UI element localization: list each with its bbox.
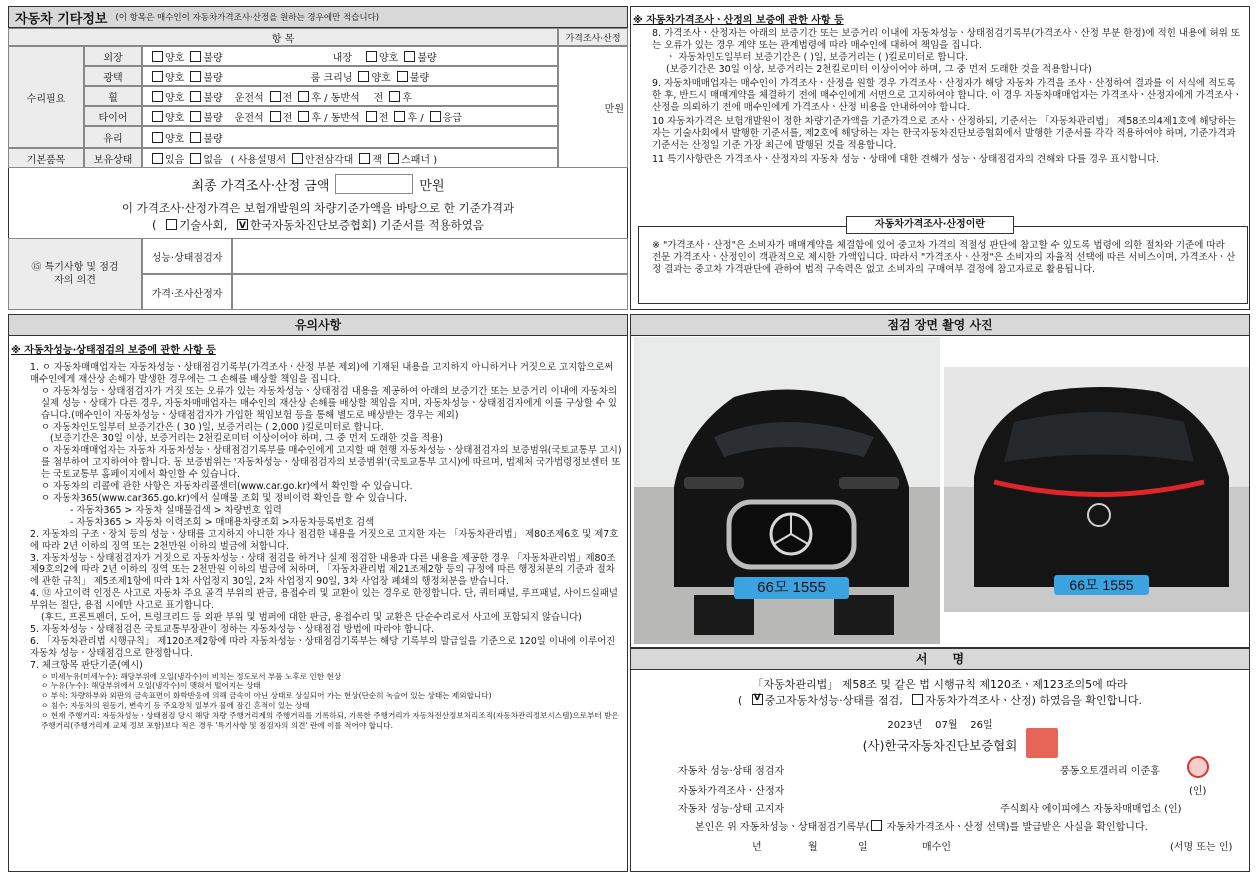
checkbox[interactable]: [190, 132, 201, 143]
org-seal: [1026, 728, 1058, 758]
col-item-header: 항 목: [8, 28, 558, 46]
caution-4: 4. ⑫ 사고이력 인정은 사고로 자동차 주요 골격 부위의 판금, 용접수리 및 교환이 있는 경우로 한정합니다. 단, 쿼터패널, 루프패널, 사이드실패널 부위는 절단, 용접 시에만 사고로 표기합니다.: [30, 588, 618, 612]
caution-1e: ㅇ 자동차매매업자는 자동차 자동차성능ㆍ상태점검기록부를 매수인에게 고지할 때 현행 자동차성능ㆍ상태점검자의 보증범위(국토교통부 고시)를 첨부하여 고지하여야 합니다. 동 보증범위는 '자동차성능ㆍ상태점검자의 보증범위'(국토교통부 고시)에 따르며, 법제처 국가법령정보센터 또는 국토교통부 홈페이지에서 확인할 수 있습니다.: [41, 445, 622, 481]
row-tire-label: 타이어: [84, 106, 142, 126]
price-notice-box-text: ※ "가격조사ㆍ산정"은 소비자가 매매계약을 체결함에 있어 중고차 가격의 적절성 판단에 참고할 수 있도록 법령에 의한 절차와 기준에 따라 전문 가격조사ㆍ산정인이 객관적으로 제시한 가액입니다. 따라서 "가격조사ㆍ산정"은 소비자의 자율적 선택에 따른 서비스이며, 가격조사ㆍ산정 결과는 중고차 가격판단에 관하여 법적 구속력은 없고 소비자의 구매여부 결정에 참고자료로 활용됩니다.: [652, 240, 1236, 275]
col-price-header: 가격조사·산정: [558, 28, 628, 46]
checkbox[interactable]: [397, 71, 408, 82]
cautions-heading: ※ 자동차성능·상태점검의 보증에 관한 사항 등: [11, 345, 216, 356]
special-inspector-label: 성능·상태점검자: [142, 238, 232, 274]
signature-title: 서 명: [630, 648, 1250, 670]
sig-appraiser-seal: (인): [1189, 786, 1207, 797]
caution-1h: - 자동차365 > 자동차 실매물검색 > 차량번호 입력: [70, 504, 282, 516]
caution-6: 6. 「자동차관리법 시행규칙」 제120조제2항에 따라 자동차성능ㆍ상태점검기록부는 해당 기록부의 발급일을 기준으로 120일 이내에 이루어진 자동차 성능ㆍ상태점검으로 한정합니다.: [30, 635, 616, 659]
checkbox[interactable]: [298, 91, 309, 102]
notice-item-8a: ㆍ 자동차인도일부터 보증기간은 ( )일, 보증거리는 ( )킬로미터로 합니다.: [666, 52, 968, 63]
row-tire: 양호 불량 운전석 전 후 / 동반석 전 후 / 응급: [142, 106, 558, 126]
checkbox[interactable]: [871, 820, 882, 831]
caution-1a: 1. ㅇ 자동차매매업자는 자동차성능ㆍ상태점검기록부(가격조사ㆍ산정 부분 제외)에 기재된 내용을 고지하지 아니하거나 거짓으로 고지함으로써 매수인에게 재산상 손해가 발생한 경우에는 그 손해를 배상할 책임을 집니다.: [30, 362, 614, 385]
basis-line1: 이 가격조사·산정가격은 보험개발원의 차량기준가액을 바탕으로 한 기준가격과: [121, 201, 515, 215]
checkbox[interactable]: [292, 153, 303, 164]
caution-1g: ㅇ 자동차365(www.car365.go.kr)에서 실매물 조회 및 정비이력 확인을 할 수 있습니다.: [41, 492, 407, 504]
checkbox[interactable]: [152, 153, 163, 164]
checkbox[interactable]: [152, 71, 163, 82]
checkbox[interactable]: [152, 111, 163, 122]
row-exterior: 양호 불량 내장 양호 불량: [142, 46, 558, 66]
sig-buyer: 매수인: [922, 842, 951, 853]
checkbox[interactable]: [394, 111, 405, 122]
notice-item-10: 10 자동차가격은 보험개발원이 정한 차량기준가액을 기준가격으로 조사ㆍ산정하되, 기준서는 「자동차관리법」 제58조의4제1호에 해당하는 자는 기술사회에서 발행한 기준서를, 제2호에 해당하는 자는 한국자동차진단보증협회에서 발행한 기준서를 각각 적용하여야 하며, 기준가격과 기준서는 산정일 기준 가장 최근에 발행된 것을 적용합니다.: [652, 116, 1237, 151]
final-price-row: [8, 172, 628, 196]
sig-sign-or-seal: (서명 또는 인): [1170, 842, 1233, 853]
checkbox[interactable]: [270, 91, 281, 102]
sig-notifier-name: 주식회사 에이피에스 자동차매매업소 (인): [1000, 804, 1182, 815]
repair-label: 수리필요: [8, 46, 84, 148]
price-notice-heading: ※ 자동차가격조사ㆍ산정의 보증에 관한 사항 등: [633, 15, 844, 26]
final-price-input[interactable]: [335, 174, 413, 194]
caution-3: 3. 자동차성능ㆍ상태점검자가 거짓으로 자동차성능ㆍ상태 점검을 하거나 실제 점검한 내용과 다른 내용을 제공한 경우 「자동차관리법」제80조제9호의2에 따라 2년 이하의 징역 또는 2천만원 이하의 벌금에 처하며, 「자동차관리법 제21조제2항 등의 규정에 따른 행정처분의 기준과 절차에 관한 규칙」 제5조제1항에 따라 1차 사업정지 30일, 2차 사업정지 90일, 3차 사업장 폐쇄의 행정처분을 받습니다.: [30, 552, 616, 588]
row-gloss-label: 광택: [84, 66, 142, 86]
row-possession-label: 보유상태: [84, 148, 142, 168]
checkbox-checked[interactable]: [237, 219, 248, 230]
checkbox[interactable]: [388, 153, 399, 164]
checkbox[interactable]: [190, 91, 201, 102]
cautions-body: [30, 362, 622, 730]
basis-line2: ( 기술사회, V 한국자동차진단보증협회) 기준서를 적용하였음: [8, 217, 628, 234]
checkbox[interactable]: [190, 111, 201, 122]
caution-1c: ㅇ 자동차인도일부터 보증기간은 ( 30 )일, 보증거리는 ( 2,000 )킬로미터로 합니다.: [41, 421, 384, 433]
caution-2: 2. 자동차의 구조ㆍ장치 등의 성능ㆍ상태를 고지하지 아니한 자나 점검한 내용을 거짓으로 고지한 자는 「자동차관리법」 제80조제6호 및 제7호에 따라 2년 이하의 징역 또는 2천만원 이하의 벌금에 처합니다.: [30, 528, 619, 552]
final-price-label: 최종 가격조사·산정 금액: [191, 178, 330, 194]
price-notice-box-title: 자동차가격조사·산정이란: [846, 216, 1014, 234]
checkbox[interactable]: [366, 51, 377, 62]
special-appraiser-label: 가격·조사산정자: [142, 274, 232, 310]
sig-notifier-label: 자동차 성능·상태 고지자: [678, 804, 785, 815]
checkbox-checked[interactable]: [752, 694, 763, 705]
checkbox[interactable]: [190, 71, 201, 82]
other-info-title: 자동차 기타정보: [15, 11, 108, 27]
row-wheel: 양호 불량 운전석 전 후 / 동반석 전 후: [142, 86, 558, 106]
checkbox[interactable]: [152, 132, 163, 143]
caution-4b: (후드, 프론트펜더, 도어, 트렁크리드 등 외판 부위 및 범퍼에 대한 판금, 용접수리 및 교환은 단순수리로서 사고에 포함되지 않습니다): [41, 612, 582, 624]
rear-car-photo: [944, 367, 1249, 612]
checkbox[interactable]: [190, 51, 201, 62]
other-info-note: (이 항목은 매수인이 자동차가격조사·산정을 원하는 경우에만 적습니다): [115, 13, 380, 23]
row-wheel-label: 휠: [84, 86, 142, 106]
sig-day: 일: [858, 842, 868, 853]
checkbox[interactable]: [389, 91, 400, 102]
inspector-seal: [1187, 756, 1209, 778]
checkbox[interactable]: [359, 153, 370, 164]
caution-7b: ㅇ 누유(누수): 해당부위에서 오일(냉각수)이 맺혀서 떨어지는 상태: [41, 681, 261, 691]
caution-1i: - 자동차365 > 자동차 이력조회 > 매매용차량조회 >자동차등록번호 검색: [70, 516, 375, 528]
caution-7c: ㅇ 부식: 차량하부와 외판의 금속표면이 화학반응에 의해 금속이 아닌 상태로 상실되어 가는 현상(단순히 녹슬어 있는 상태는 제외합니다): [41, 691, 492, 701]
price-cell: 만원: [558, 46, 628, 168]
basis-text: [8, 200, 628, 234]
checkbox[interactable]: [430, 111, 441, 122]
checkbox[interactable]: [366, 111, 377, 122]
signature-date: 2023년 07월 26일: [887, 720, 993, 731]
sig-inspector-label: 자동차 성능·상태 점검자: [678, 766, 785, 777]
notice-item-9: 9. 자동차매매업자는 매수인이 가격조사ㆍ산정을 원할 경우 가격조사ㆍ산정자가 해당 자동차 가격을 조사ㆍ산정하여 결과를 이 서식에 적도록 한 후, 반드시 매매계약을 체결하기 전에 매수인에게 서면으로 고지하여야 합니다. 이 경우 자동차매매업자는 가격조사ㆍ산정자에게 가격조사ㆍ산정을 의뢰하기 전에 매수인에게 가격조사ㆍ산정 비용을 안내하여야 합니다.: [652, 78, 1242, 113]
checkbox[interactable]: [166, 219, 177, 230]
front-car-photo: [634, 337, 940, 644]
special-appraiser-value[interactable]: [232, 274, 628, 310]
checkbox[interactable]: [358, 71, 369, 82]
caution-1f: ㅇ 자동차의 리콜에 관한 사항은 자동차리콜센터(www.car.go.kr)에서 확인할 수 있습니다.: [41, 481, 413, 493]
notice-item-8: 8. 가격조사ㆍ산정자는 아래의 보증기간 또는 보증거리 이내에 자동차성능ㆍ상태점검기록부(가격조사ㆍ산정 부분 한정)에 적힌 내용에 허위 또는 오류가 있는 경우 계약 또는 관계법령에 따라 매수인에 대하여 책임을 집니다.: [652, 28, 1241, 51]
front-plate-text: 66모 1555: [757, 579, 826, 596]
rear-plate-text: 66모 1555: [1069, 577, 1134, 593]
caution-1d: (보증기간은 30일 이상, 보증거리는 2천킬로미터 이상이어야 하며, 그 중 먼저 도래한 것을 적용): [50, 433, 443, 445]
checkbox[interactable]: [912, 694, 923, 705]
caution-7a: ㅇ 미세누유(미세누수): 해당부위에 오일(냉각수)이 비치는 정도로서 부품 노후로 인한 현상: [41, 671, 342, 681]
notice-item-11: 11 특기사항란은 가격조사ㆍ산정자의 자동차 성능ㆍ상태에 대한 견해가 성능ㆍ상태점검자의 견해와 다를 경우 표시합니다.: [652, 154, 1160, 165]
row-possession: 있음 없음 ( 사용설명서 안전삼각대 잭 스패너 ): [142, 148, 558, 168]
caution-5: 5. 자동차성능ㆍ상태점검은 국토교통부장관이 정하는 자동차성능ㆍ상태점검 방법에 따라야 합니다.: [30, 623, 435, 635]
checkbox[interactable]: [270, 111, 281, 122]
row-gloss: 양호 불량 룸 크리닝 양호 불량: [142, 66, 558, 86]
cautions-title: 유의사항: [8, 314, 628, 336]
special-label: ⑮ 특기사항 및 점검자의 의견: [8, 238, 142, 310]
row-glass: 양호 불량: [142, 126, 558, 148]
row-glass-label: 유리: [84, 126, 142, 148]
caution-7e: ㅇ 현재 주행거리: 자동차성능ㆍ상태점검 당시 해당 차량 주행거리계의 주행거리를 기록하되, 기록한 주행거리가 자동차전산정보처리조직(자동차관리정보시스템)으로부터 받은 주행거리(주행거리계 교체 정보 포함)보다 적은 경우 '특기사항 및 점검자의 의견' 란에 이를 적어야 합니다.: [41, 710, 619, 730]
caution-1b: ㅇ 자동차성능ㆍ상태점검자가 거짓 또는 오류가 있는 자동차성능ㆍ상태점검 내용을 제공하여 아래의 보증기간 또는 보증거리 이내에 자동차의 실제 성능ㆍ상태가 다른 경우, 자동차매매업자는 매수인의 재산상 손해를 배상할 책임을 지며, 자동차성능ㆍ상태점검자에게 이를 구상할 수 있습니다.(매수인이 자동차성능ㆍ상태점검자가 가입한 책임보험 등을 통해 별도로 배상받는 경우는 제외): [41, 385, 618, 421]
checkbox[interactable]: [404, 51, 415, 62]
special-inspector-value[interactable]: [232, 238, 628, 274]
checkbox[interactable]: [152, 91, 163, 102]
sig-receipt: 본인은 위 자동차성능ㆍ상태점검기록부( 자동차가격조사ㆍ산정 선택)를 발급받은 사실을 확인합니다.: [695, 822, 1148, 833]
basic-label: 기본품목: [8, 148, 84, 168]
other-info-header: [8, 6, 628, 28]
sig-inspector-name: 풍동오토갤러리 이준홍: [1060, 766, 1160, 777]
caution-7d: ㅇ 침수: 자동차의 원동기, 변속기 등 주요장치 일부가 물에 잠긴 흔적이 있는 상태: [41, 700, 310, 710]
row-exterior-label: 외장: [84, 46, 142, 66]
signature-line1: 「자동차관리법」 제58조 및 같은 법 시행규칙 제120조ㆍ제123조의5에 따라: [752, 678, 1128, 691]
sig-month: 월: [808, 842, 818, 853]
checkbox[interactable]: [298, 111, 309, 122]
sig-appraiser-label: 자동차가격조사ㆍ산정자: [678, 786, 785, 797]
checkbox[interactable]: [190, 153, 201, 164]
signature-org: (사)한국자동차진단보증협회: [862, 738, 1018, 753]
photos-title: 점검 장면 촬영 사진: [630, 314, 1250, 336]
checkbox[interactable]: [152, 51, 163, 62]
price-notice-body: [652, 28, 1244, 166]
caution-7: 7. 체크항목 판단기준(예시): [30, 659, 143, 671]
signature-line2: ( V중고자동차성능·상태를 점검, 자동차가격조사ㆍ산정) 하였음을 확인합니다.: [630, 692, 1250, 708]
final-price-unit: 만원: [419, 178, 445, 194]
notice-item-8b: (보증기간은 30일 이상, 보증거리는 2천킬로미터 이상이어야 하며, 그 중 먼저 도래한 것을 적용합니다): [666, 64, 1092, 75]
sig-year: 년: [752, 842, 762, 853]
